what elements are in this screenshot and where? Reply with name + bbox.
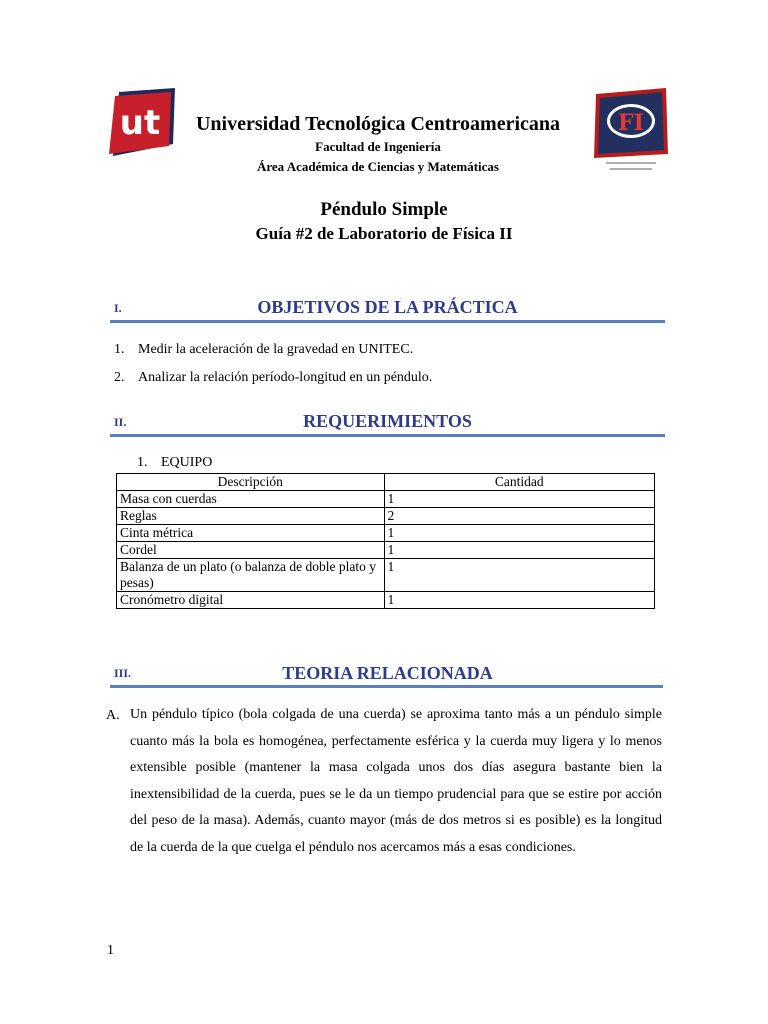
section-theory-number: III.	[114, 666, 132, 680]
table-row	[117, 508, 655, 525]
section-requirements-title: REQUERIMIENTOS	[303, 411, 472, 431]
objective-item	[114, 370, 432, 386]
fi-logo-text: FI	[618, 110, 644, 136]
section-requirements-rule	[110, 434, 665, 437]
objective-item-number: 1.	[114, 342, 125, 357]
document-title: Péndulo Simple	[320, 199, 448, 220]
table-cell-quantity: 2	[384, 508, 654, 525]
document-subtitle: Guía #2 de Laboratorio de Física II	[255, 224, 513, 243]
section-objectives-rule	[110, 320, 665, 323]
table-cell-description: Cinta métrica	[117, 525, 385, 542]
section-objectives-title: OBJETIVOS DE LA PRÁCTICA	[257, 297, 518, 317]
page-number: 1	[107, 943, 114, 958]
table-row	[117, 542, 655, 559]
objective-item-text: Analizar la relación período-longitud en un péndulo.	[138, 370, 433, 385]
table-row	[117, 525, 655, 542]
table-cell-quantity: 1	[384, 559, 654, 592]
faculty-name: Facultad de Ingeniería	[315, 139, 441, 154]
equipment-subheading-label: EQUIPO	[161, 455, 213, 470]
table-cell-description: Cordel	[117, 542, 385, 559]
table-cell-quantity: 1	[384, 542, 654, 559]
table-header-quantity: Cantidad	[384, 474, 654, 491]
section-objectives-number: I.	[114, 301, 122, 315]
table-cell-description: Cronómetro digital	[117, 592, 385, 609]
objective-item	[114, 342, 413, 358]
equipment-subheading	[137, 455, 212, 471]
section-theory-rule	[110, 685, 663, 688]
theory-paragraph: Un péndulo típico (bola colgada de una cuerda) se aproxima tanto más a un péndulo simple cuanto más la bola es homogénea, perfectamente esférica y la cuerda muy ligera y lo menos extensible posible (mantener la masa colgada unos dos días asegura bastante bien la inextensibilidad de la cuerda, pues se le da un tiempo prudencial para que se estire por acción del peso de la masa). Además, cuanto mayor (más de dos metros si es posible) es la longitud de la cuerda de la que cuelga el péndulo nos acercamos más a esas condiciones.	[130, 707, 662, 855]
section-theory-title: TEORIA RELACIONADA	[282, 663, 493, 683]
academic-area: Área Académica de Ciencias y Matemáticas	[256, 159, 499, 174]
table-row	[117, 592, 655, 609]
table-cell-quantity: 1	[384, 592, 654, 609]
table-cell-description: Balanza de un plato (o balanza de doble plato y pesas)	[117, 559, 385, 592]
university-name: Universidad Tecnológica Centroamericana	[195, 113, 561, 135]
table-row	[117, 491, 655, 508]
equipment-subheading-number: 1.	[137, 455, 148, 470]
table-header-row	[117, 474, 655, 491]
table-cell-description: Reglas	[117, 508, 385, 525]
table-header-description: Descripción	[117, 474, 385, 491]
objective-item-number: 2.	[114, 370, 125, 385]
table-row	[117, 559, 655, 592]
theory-item-letter: A.	[106, 708, 120, 723]
table-cell-quantity: 1	[384, 525, 654, 542]
unitec-logo-text: ut	[119, 103, 161, 143]
table-cell-quantity: 1	[384, 491, 654, 508]
objective-item-text: Medir la aceleración de la gravedad en UNITEC.	[138, 342, 414, 357]
equipment-table	[116, 473, 655, 609]
section-requirements-number: II.	[114, 415, 127, 429]
table-cell-description: Masa con cuerdas	[117, 491, 385, 508]
